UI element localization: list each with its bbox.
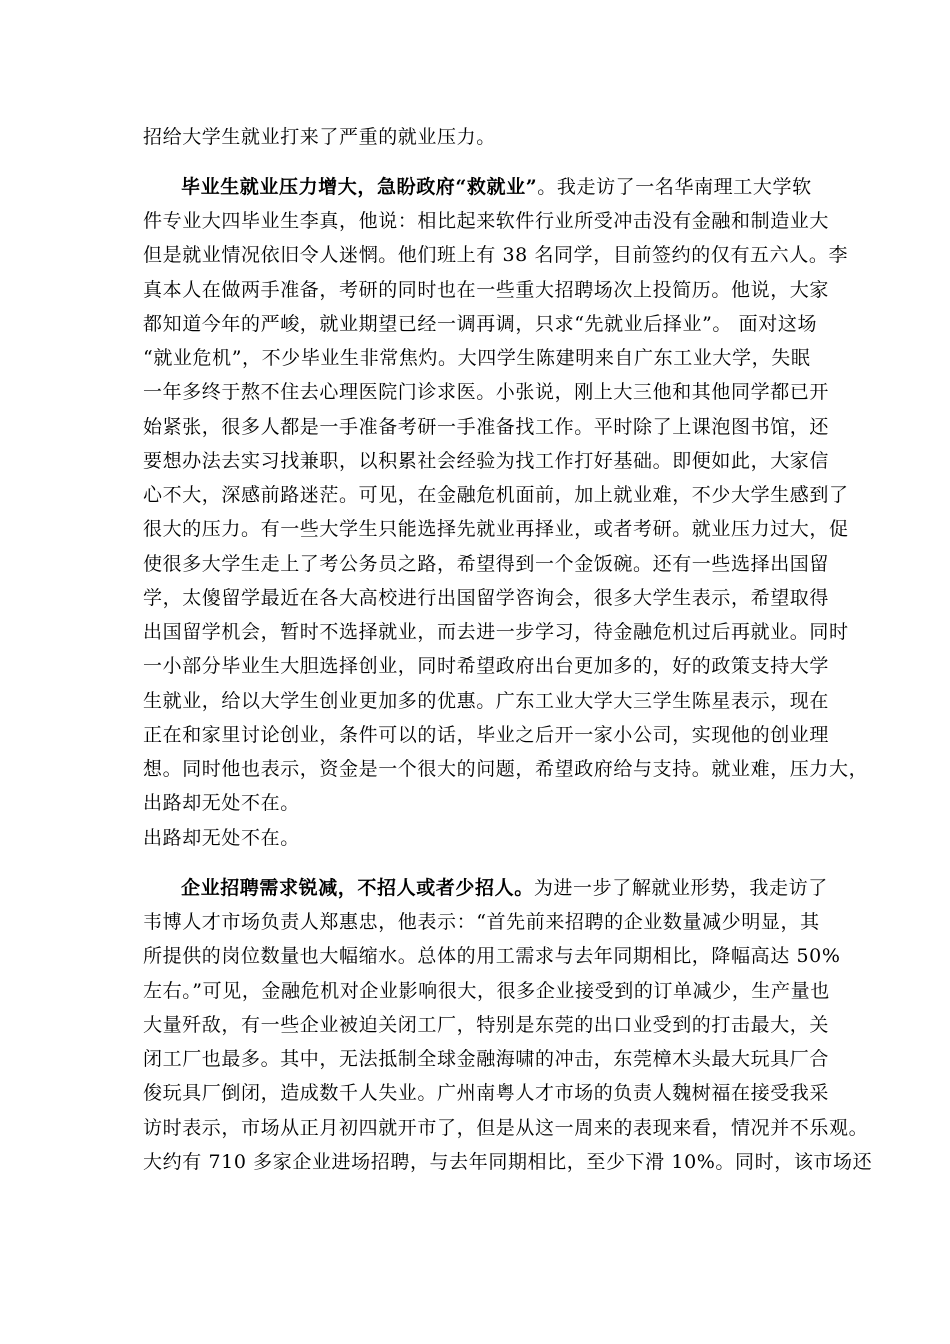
text-line: 招给大学生就业打来了严重的就业压力。 — [143, 126, 496, 148]
paragraph-heading: 毕业生就业压力增大，急盼政府“救就业” — [181, 176, 538, 198]
text-line: 一年多终于熬不住去心理医院门诊求医。小张说，刚上大三他和其他同学都已开 — [143, 381, 830, 403]
text-line: 生就业，给以大学生创业更加多的优惠。广东工业大学大三学生陈星表示，现在 — [143, 690, 830, 712]
paragraph-lead-line — [181, 874, 828, 902]
text-line: 访时表示，市场从正月初四就开市了，但是从这一周来的表现来看，情况并不乐观。 — [143, 1117, 869, 1139]
text-line: 所提供的岗位数量也大幅缩水。总体的用工需求与去年同期相比，降幅高达 50% — [143, 945, 841, 967]
text-line: 大量歼敌，有一些企业被迫关闭工厂，特别是东莞的出口业受到的打击最大，关 — [143, 1014, 830, 1036]
text-line: 始紧张，很多人都是一手准备考研一手准备找工作。平时除了上课泡图书馆，还 — [143, 416, 830, 438]
text-line: 韦博人才市场负责人郑惠忠，他表示：“首先前来招聘的企业数量减少明显，其 — [143, 911, 820, 933]
text-line: 很大的压力。有一些大学生只能选择先就业再择业，或者考研。就业压力过大，促 — [143, 518, 849, 540]
text-run: 为进一步了解就业形势，我走访了 — [533, 877, 828, 899]
text-line: “就业危机”，不少毕业生非常焦灼。大四学生陈建明来自广东工业大学，失眠 — [143, 347, 811, 369]
text-line: 一小部分毕业生大胆选择创业，同时希望政府出台更加多的，好的政策支持大学 — [143, 655, 830, 677]
text-line: 心不大，深感前路迷茫。可见，在金融危机面前，加上就业难，不少大学生感到了 — [143, 484, 849, 506]
text-line: 大约有 710 多家企业进场招聘，与去年同期相比，至少下滑 10%。同时，该市场还 — [143, 1151, 873, 1173]
text-line: 闭工厂也最多。其中，无法抵制全球金融海啸的冲击，东莞樟木头最大玩具厂合 — [143, 1048, 830, 1070]
text-line: 左右。”可见，金融危机对企业影响很大，很多企业接受到的订单减少，生产量也 — [143, 980, 830, 1002]
text-line: 件专业大四毕业生李真，他说：相比起来软件行业所受冲击没有金融和制造业大 — [143, 210, 830, 232]
text-line: 出路却无处不在。 — [143, 792, 300, 814]
text-line: 出路却无处不在。 — [143, 827, 300, 849]
text-line: 真本人在做两手准备，考研的同时也在一些重大招聘场次上投简历。他说，大家 — [143, 279, 830, 301]
text-line: 俊玩具厂倒闭，造成数千人失业。广州南粤人才市场的负责人魏树福在接受我采 — [143, 1082, 830, 1104]
paragraph-heading: 企业招聘需求锐减，不招人或者少招人。 — [181, 877, 534, 899]
text-line: 出国留学机会，暂时不选择就业，而去进一步学习，待金融危机过后再就业。同时 — [143, 621, 849, 643]
text-line: 使很多大学生走上了考公务员之路，希望得到一个金饭碗。还有一些选择出国留 — [143, 553, 830, 575]
text-line: 正在和家里讨论创业，条件可以的话，毕业之后开一家小公司，实现他的创业理 — [143, 724, 830, 746]
text-line: 但是就业情况依旧令人迷惘。他们班上有 38 名同学，目前签约的仅有五六人。李 — [143, 244, 849, 266]
text-line: 要想办法去实习找兼职，以积累社会经验为找工作打好基础。即便如此，大家信 — [143, 450, 830, 472]
text-line: 都知道今年的严峻，就业期望已经一调再调，只求“先就业后择业”。 面对这场 — [143, 313, 818, 335]
paragraph-lead-line — [181, 173, 823, 201]
text-line: 学，太傻留学最近在各大高校进行出国留学咨询会，很多大学生表示，希望取得 — [143, 587, 830, 609]
text-line: 想。同时他也表示，资金是一个很大的问题，希望政府给与支持。就业难，压力大， — [143, 758, 869, 780]
text-run: 。我走访了一名华南理工大学软 — [537, 176, 812, 198]
